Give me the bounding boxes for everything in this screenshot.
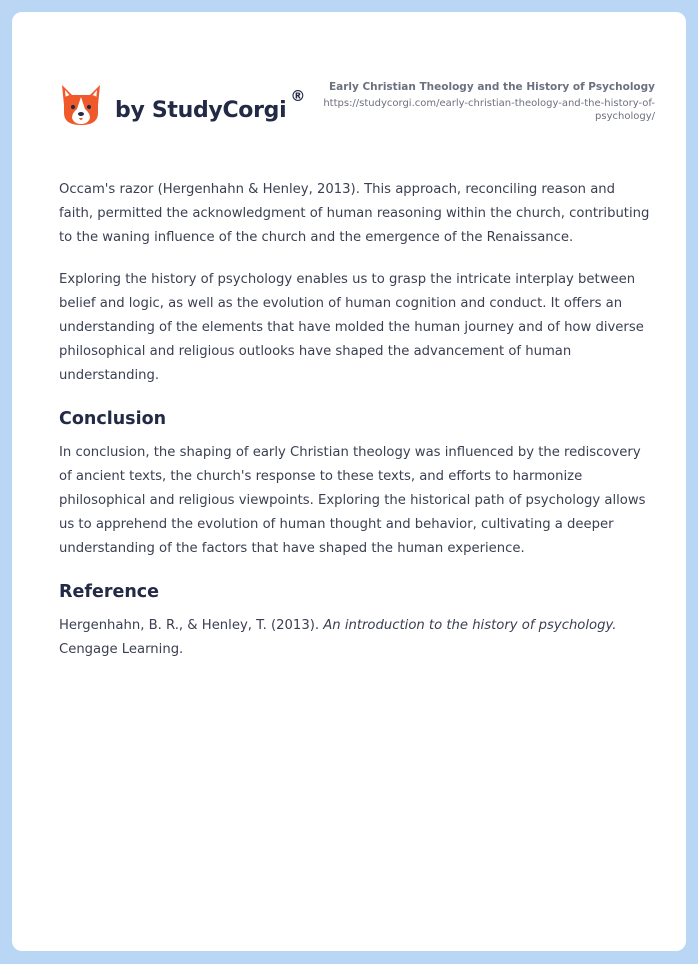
document-title: Early Christian Theology and the History of Psychology	[328, 81, 655, 93]
reference-publisher: Cengage Learning.	[59, 642, 184, 657]
studycorgi-logo[interactable]	[60, 76, 305, 136]
registered-mark: ®	[290, 87, 306, 105]
brand-name: by StudyCorgi	[115, 97, 287, 123]
body-paragraph: Exploring the history of psychology enables us to grasp the intricate interplay between belief and logic, as well as the evolution of human cognition and conduct. It offers an understanding of the elements that have molded the human journey and of how diverse philosophical and religious outlooks have shaped the advancement of human understanding.	[59, 272, 644, 383]
article-body	[59, 178, 653, 680]
body-paragraph: Occam's razor (Hergenhahn & Henley, 2013). This approach, reconciling reason and faith, permitted the acknowledgment of human reasoning within the church, contributing to the waning influence of the church and the emergence of the Renaissance.	[59, 182, 650, 245]
reference-title: An introduction to the history of psychology.	[323, 618, 617, 633]
reference-heading: Reference	[59, 582, 160, 602]
document-page	[12, 12, 686, 951]
corgi-face-icon	[60, 83, 102, 129]
document-info	[295, 80, 655, 123]
document-url[interactable]: https://studycorgi.com/early-christian-theology-and-the-history-of-psychology/	[323, 98, 655, 122]
reference-entry	[59, 614, 653, 662]
conclusion-paragraph: In conclusion, the shaping of early Christian theology was influenced by the rediscovery of ancient texts, the church's response to these texts, and efforts to harmonize philosophical and religious viewpoints. Exploring the historical path of psychology allows us to apprehend the evolution of human thought and behavior, cultivating a deeper understanding of the factors that have shaped the human experience.	[59, 445, 646, 556]
reference-authors: Hergenhahn, B. R., & Henley, T. (2013).	[59, 618, 324, 633]
conclusion-heading: Conclusion	[59, 409, 167, 429]
